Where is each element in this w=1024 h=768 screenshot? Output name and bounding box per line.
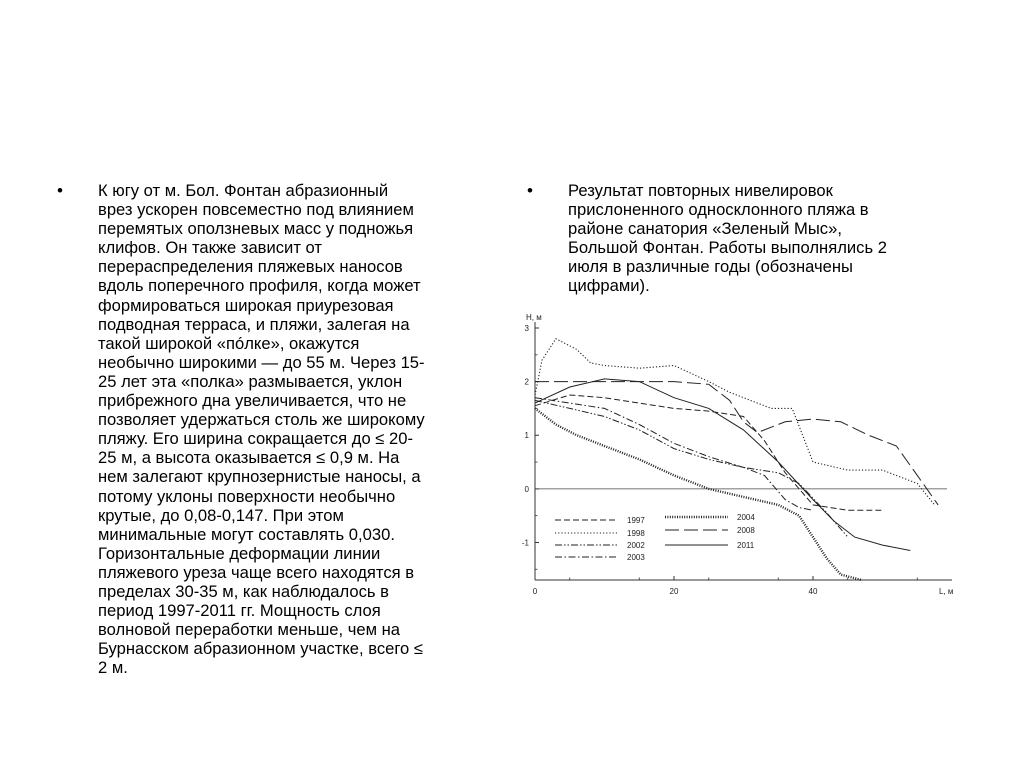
- y-tick-label: -1: [521, 538, 529, 548]
- y-tick-label: 2: [524, 377, 529, 387]
- y-tick-label: 1: [524, 431, 529, 441]
- x-tick-label: 40: [808, 587, 818, 596]
- left-paragraph: К югу от м. Бол. Фонтан абразионный врез ускорен повсеместно под влиянием перемятых оползневых масс у подножья клифов. Он также зависит от перераспределения пляжевых наносов вдоль поперечного профиля, когда может формироваться широкая приурезовая подводная терраса, и пляжи, залегая на такой широкой «пóлке», окажутся необычно широкими — до 55 м. Через 15- 25 лет эта «полка» размывается, уклон прибрежного дна увеличивается, что не позволяет удержаться столь же широкому пляжу. Его ширина сокращается до ≤ 20- 25 м, а высота оказывается ≤ 0,9 м. На нем залегают крупнозернистые наносы, а потому уклоны поверхности необычно крутые, до 0,08-0,147. При этом минимальные могут составлять 0,030. Горизонтальные деформации линии пляжевого уреза чаще всего находятся в пределах 30-35 м, как наблюдалось в период 1997-2011 гг. Мощность слоя волновой переработки меньше, чем на Бурнасском абразионном участке, всего ≤ 2 м.: [98, 181, 425, 678]
- bullet: •: [57, 181, 63, 200]
- y-axis-label: H, м: [526, 313, 542, 322]
- left-column: [57, 181, 497, 677]
- legend-label-2002: 2002: [627, 541, 645, 550]
- legend-label-1997: 1997: [627, 516, 645, 525]
- series-line-1998: [535, 339, 935, 505]
- right-paragraph: Результат повторных нивелировок прислоненного односклонного пляжа в районе санатория «Зеленый Мыс», Большой Фонтан. Работы выполнялись 2 июля в различные годы (обозначены цифрами).: [568, 181, 887, 296]
- x-tick-label: 0: [532, 587, 538, 596]
- series-line-2004: [535, 408, 862, 580]
- legend-label-2008: 2008: [737, 526, 755, 535]
- beach-profile-chart: [500, 305, 970, 605]
- right-column: [527, 181, 967, 296]
- series-line-2003: [535, 398, 813, 511]
- bullet: •: [527, 181, 533, 200]
- x-tick-label: 20: [669, 587, 679, 596]
- y-tick-label: 0: [524, 484, 529, 494]
- x-axis-label: L, м: [939, 587, 954, 596]
- legend-label-1998: 1998: [627, 529, 645, 538]
- legend-label-2003: 2003: [627, 553, 645, 562]
- legend-label-2004: 2004: [737, 513, 755, 522]
- y-tick-label: 3: [524, 324, 529, 333]
- series-line-2011: [535, 379, 910, 551]
- legend-label-2011: 2011: [737, 541, 755, 550]
- chart-svg: [500, 305, 970, 605]
